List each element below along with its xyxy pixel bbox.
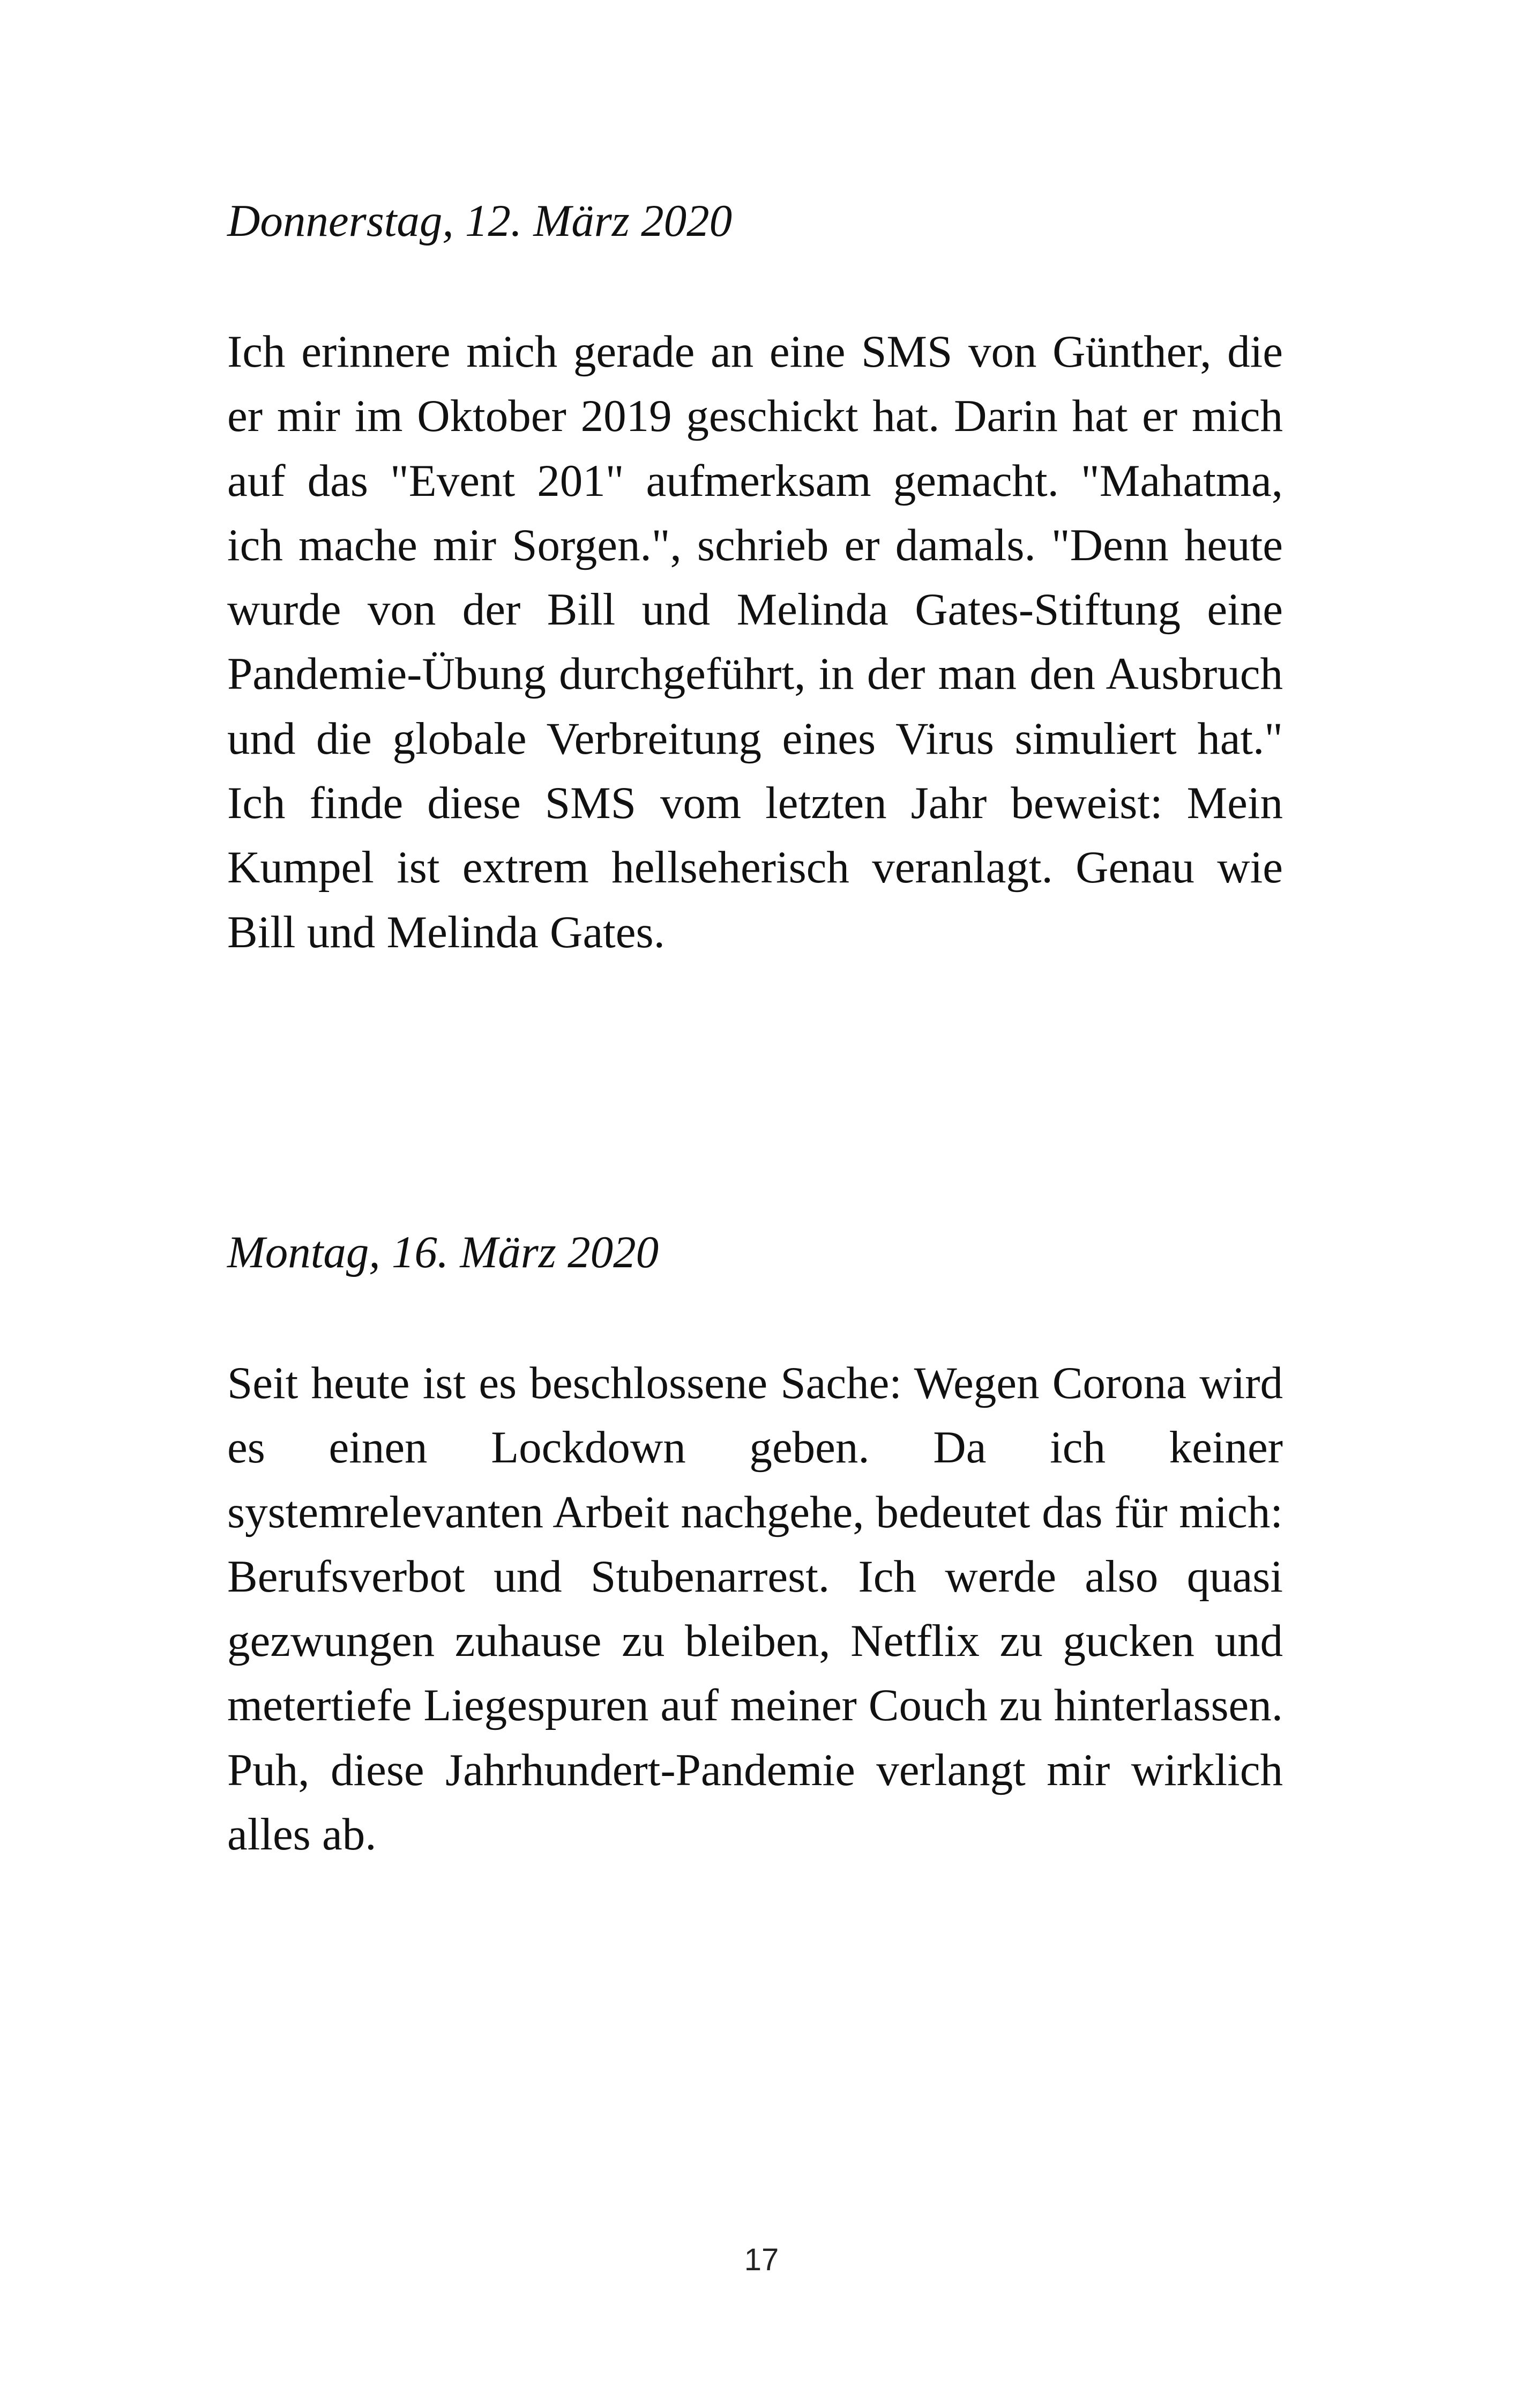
entry-date: Montag, 16. März 2020 [227,1227,659,1277]
entry-paragraph: Ich erinnere mich gerade an eine SMS von Günther, die er mir im Oktober 2019 geschickt hat. Darin hat er mich auf das "Event 201" aufmerksam gemacht. "Mahatma, ich mache mir Sorgen.", schrieb er damals. "Denn heute wurde von der Bill und Melinda Gates-Stiftung eine Pandemie-Übung durchgeführt, in der man den Ausbruch und die globale Verbreitung eines Virus simuliert hat." Ich finde diese SMS vom letzten Jahr beweist: Mein Kumpel ist extrem hellseherisch veranlagt. Genau wie Bill und Melinda Gates. [227,326,1283,957]
page-number: 17 [744,2242,779,2277]
entry-paragraph: Seit heute ist es beschlossene Sache: Wegen Corona wird es einen Lockdown geben. Da ich keiner systemrelevanten Arbeit nachgehe, bedeutet das für mich: Berufsverbot und Stubenarrest. Ich werde also quasi gezwungen zuhause zu bleiben, Netflix zu gucken und metertiefe Liegespuren auf meiner Couch zu hinterlassen. Puh, diese Jahrhundert-Pandemie verlangt mir wirklich alles ab. [227,1358,1283,1860]
entry-date: Donnerstag, 12. März 2020 [227,196,733,246]
